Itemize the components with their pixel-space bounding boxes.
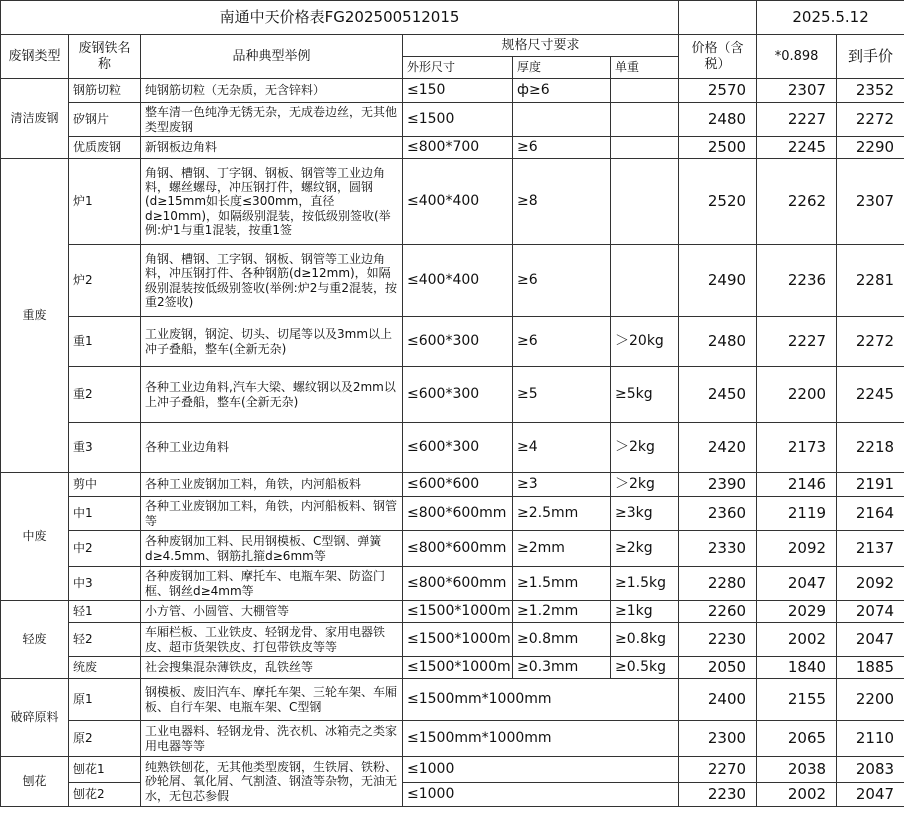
table-row [1, 79, 904, 103]
item-example: 纯钢筋切粒（无杂质，无含锌料） [141, 79, 403, 103]
item-thickness: ≥2.5mm [513, 497, 611, 531]
group-name: 中废 [1, 473, 69, 601]
item-name: 轻2 [69, 623, 141, 657]
item-example: 社会搜集混杂薄铁皮，乱铁丝等 [141, 657, 403, 679]
item-example: 车厢栏板、工业铁皮、轻钢龙骨、家用电器铁皮、超市货架铁皮、打包带铁皮等等 [141, 623, 403, 657]
item-example: 各种工业边角料,汽车大梁、螺纹钢以及2mm以上冲子叠船，整车(全新无杂) [141, 367, 403, 423]
item-net: 1885 [837, 657, 904, 679]
item-factor: 2236 [757, 245, 837, 317]
item-price: 2480 [679, 317, 757, 367]
item-shape: ≤1000 [403, 783, 679, 807]
item-shape: ≤800*600mm [403, 567, 513, 601]
header-thickness: 厚度 [513, 57, 611, 79]
item-price: 2270 [679, 757, 757, 783]
item-factor: 2092 [757, 531, 837, 567]
item-thickness: ≥6 [513, 317, 611, 367]
item-shape: ≤1500*1000m [403, 657, 513, 679]
item-price: 2300 [679, 721, 757, 757]
item-shape: ≤600*300 [403, 317, 513, 367]
item-shape: ≤1500*1000m [403, 623, 513, 657]
item-weight: ≥2kg [611, 531, 679, 567]
item-name: 优质废钢 [69, 137, 141, 159]
item-factor: 2307 [757, 79, 837, 103]
table-row [1, 103, 904, 137]
date: 2025.5.12 [757, 1, 904, 35]
item-factor: 2245 [757, 137, 837, 159]
item-name: 中3 [69, 567, 141, 601]
item-factor: 2227 [757, 103, 837, 137]
item-factor: 2038 [757, 757, 837, 783]
item-shape: ≤1500*1000m [403, 601, 513, 623]
header-net: 到手价 [837, 35, 904, 79]
item-name: 炉1 [69, 159, 141, 245]
item-weight: ≥0.5kg [611, 657, 679, 679]
page-title: 南通中天价格表FG202500512015 [1, 1, 679, 35]
table-row [1, 783, 904, 807]
group-name: 刨花 [1, 757, 69, 807]
table-row [1, 159, 904, 245]
item-shape: ≤600*300 [403, 423, 513, 473]
item-price: 2230 [679, 623, 757, 657]
item-net: 2047 [837, 623, 904, 657]
item-price: 2570 [679, 79, 757, 103]
table-row [1, 317, 904, 367]
table-row [1, 679, 904, 721]
header-name: 废钢铁名称 [69, 35, 141, 79]
item-example: 各种废钢加工料、民用钢模板、C型钢、弹簧d≥4.5mm、钢筋扎箍d≥6mm等 [141, 531, 403, 567]
item-thickness: ф≥6 [513, 79, 611, 103]
item-factor: 2065 [757, 721, 837, 757]
header-price: 价格（含税） [679, 35, 757, 79]
item-net: 2191 [837, 473, 904, 497]
item-name: 轻1 [69, 601, 141, 623]
item-example: 纯熟铁刨花，无其他类型废钢，生铁屑、铁粉、砂轮屑、氧化屑、气割渣、钢渣等杂物，无油无水，无包芯参假 [141, 757, 403, 807]
item-factor: 2262 [757, 159, 837, 245]
item-name: 中2 [69, 531, 141, 567]
item-weight: ≥3kg [611, 497, 679, 531]
header-spec: 规格尺寸要求 [403, 35, 679, 57]
item-name: 原2 [69, 721, 141, 757]
item-price: 2050 [679, 657, 757, 679]
header-type: 废钢类型 [1, 35, 69, 79]
item-weight: ≥0.8kg [611, 623, 679, 657]
item-example: 角钢、槽钢、工字钢、钢板、钢管等工业边角料，冲压钢打件、各种钢筋(d≥12mm)，如隔级别混装按低级别签收(举例:炉2与重2混装，按重2签收) [141, 245, 403, 317]
item-net: 2074 [837, 601, 904, 623]
item-price: 2450 [679, 367, 757, 423]
group-name: 清洁废钢 [1, 79, 69, 159]
header-weight: 单重 [611, 57, 679, 79]
item-thickness: ≥8 [513, 159, 611, 245]
item-example: 钢模板、废旧汽车、摩托车架、三轮车架、车厢板、自行车架、电瓶车架、C型钢 [141, 679, 403, 721]
item-net: 2272 [837, 103, 904, 137]
item-net: 2083 [837, 757, 904, 783]
item-net: 2307 [837, 159, 904, 245]
item-thickness: ≥3 [513, 473, 611, 497]
item-net: 2352 [837, 79, 904, 103]
item-factor: 2173 [757, 423, 837, 473]
item-price: 2390 [679, 473, 757, 497]
item-net: 2047 [837, 783, 904, 807]
group-name: 破碎原料 [1, 679, 69, 757]
item-net: 2218 [837, 423, 904, 473]
item-factor: 2227 [757, 317, 837, 367]
item-name: 原1 [69, 679, 141, 721]
item-thickness: ≥1.2mm [513, 601, 611, 623]
item-shape: ≤400*400 [403, 245, 513, 317]
item-name: 重3 [69, 423, 141, 473]
item-weight [611, 103, 679, 137]
item-weight: ≥1kg [611, 601, 679, 623]
table-row [1, 531, 904, 567]
item-shape: ≤150 [403, 79, 513, 103]
item-net: 2110 [837, 721, 904, 757]
item-shape: ≤1500mm*1000mm [403, 721, 679, 757]
item-weight [611, 79, 679, 103]
header-shape: 外形尺寸 [403, 57, 513, 79]
item-example: 各种工业废钢加工料，角铁，内河船板料、钢管等 [141, 497, 403, 531]
item-net: 2272 [837, 317, 904, 367]
item-price: 2280 [679, 567, 757, 601]
table-row [1, 757, 904, 783]
item-shape: ≤600*300 [403, 367, 513, 423]
item-shape: ≤1000 [403, 757, 679, 783]
item-shape: ≤800*600mm [403, 497, 513, 531]
item-name: 统废 [69, 657, 141, 679]
item-price: 2400 [679, 679, 757, 721]
item-name: 钢筋切粒 [69, 79, 141, 103]
item-price: 2490 [679, 245, 757, 317]
item-shape: ≤400*400 [403, 159, 513, 245]
item-factor: 2200 [757, 367, 837, 423]
item-name: 重1 [69, 317, 141, 367]
item-net: 2245 [837, 367, 904, 423]
table-row [1, 423, 904, 473]
item-example: 各种工业废钢加工料，角铁，内河船板料 [141, 473, 403, 497]
item-shape: ≤1500 [403, 103, 513, 137]
item-name: 重2 [69, 367, 141, 423]
item-weight: ＞2kg [611, 473, 679, 497]
item-net: 2092 [837, 567, 904, 601]
table-row [1, 245, 904, 317]
group-name: 轻废 [1, 601, 69, 679]
item-price: 2420 [679, 423, 757, 473]
item-price: 2520 [679, 159, 757, 245]
group-name: 重废 [1, 159, 69, 473]
item-factor: 2002 [757, 623, 837, 657]
item-thickness: ≥5 [513, 367, 611, 423]
item-factor: 2119 [757, 497, 837, 531]
item-weight: ≥5kg [611, 367, 679, 423]
item-factor: 2155 [757, 679, 837, 721]
item-price: 2360 [679, 497, 757, 531]
item-factor: 1840 [757, 657, 837, 679]
item-weight: ＞2kg [611, 423, 679, 473]
item-example: 工业废钢，钢淀、切头、切尾等以及3mm以上冲子叠船，整车(全新无杂) [141, 317, 403, 367]
table-row [1, 567, 904, 601]
item-example: 各种工业边角料 [141, 423, 403, 473]
item-example: 各种废钢加工料、摩托车、电瓶车架、防盗门框、钢丝d≥4mm等 [141, 567, 403, 601]
table-row [1, 473, 904, 497]
table-row [1, 721, 904, 757]
item-example: 小方管、小圆管、大棚管等 [141, 601, 403, 623]
item-example: 整车清一色纯净无锈无杂，无成卷边丝，无其他类型废钢 [141, 103, 403, 137]
item-factor: 2002 [757, 783, 837, 807]
item-price: 2230 [679, 783, 757, 807]
item-name: 中1 [69, 497, 141, 531]
table-row [1, 601, 904, 623]
item-weight: ＞20kg [611, 317, 679, 367]
item-thickness: ≥1.5mm [513, 567, 611, 601]
item-net: 2137 [837, 531, 904, 567]
table-row [1, 497, 904, 531]
item-net: 2200 [837, 679, 904, 721]
item-example: 新钢板边角料 [141, 137, 403, 159]
table-row [1, 367, 904, 423]
item-thickness: ≥6 [513, 245, 611, 317]
item-weight: ≥1.5kg [611, 567, 679, 601]
item-thickness: ≥0.3mm [513, 657, 611, 679]
item-net: 2290 [837, 137, 904, 159]
item-name: 剪中 [69, 473, 141, 497]
item-example: 角钢、槽钢、丁字钢、钢板、钢管等工业边角料，螺丝螺母，冲压钢打件，螺纹钢，圆钢(d≥15mm如长度≤300mm，直径d≥10mm)，如隔级别混装，按低级别签收(举例:炉1与重1混装，按重1签 [141, 159, 403, 245]
header-factor: *0.898 [757, 35, 837, 79]
item-weight [611, 137, 679, 159]
header-example: 品种典型举例 [141, 35, 403, 79]
item-net: 2281 [837, 245, 904, 317]
table-row [1, 623, 904, 657]
item-factor: 2047 [757, 567, 837, 601]
item-name: 刨花1 [69, 757, 141, 783]
item-thickness [513, 103, 611, 137]
item-thickness: ≥6 [513, 137, 611, 159]
item-name: 矽钢片 [69, 103, 141, 137]
item-example: 工业电器料、轻钢龙骨、洗衣机、冰箱壳之类家用电器等等 [141, 721, 403, 757]
item-name: 炉2 [69, 245, 141, 317]
item-price: 2500 [679, 137, 757, 159]
table-row [1, 137, 904, 159]
item-price: 2480 [679, 103, 757, 137]
item-name: 刨花2 [69, 783, 141, 807]
item-factor: 2029 [757, 601, 837, 623]
item-thickness: ≥0.8mm [513, 623, 611, 657]
item-weight [611, 245, 679, 317]
item-shape: ≤1500mm*1000mm [403, 679, 679, 721]
item-thickness: ≥2mm [513, 531, 611, 567]
item-shape: ≤600*600 [403, 473, 513, 497]
table-row [1, 657, 904, 679]
item-thickness: ≥4 [513, 423, 611, 473]
item-price: 2260 [679, 601, 757, 623]
item-weight [611, 159, 679, 245]
item-factor: 2146 [757, 473, 837, 497]
item-shape: ≤800*700 [403, 137, 513, 159]
item-price: 2330 [679, 531, 757, 567]
bottom-strip [0, 822, 904, 828]
item-shape: ≤800*600mm [403, 531, 513, 567]
item-net: 2164 [837, 497, 904, 531]
